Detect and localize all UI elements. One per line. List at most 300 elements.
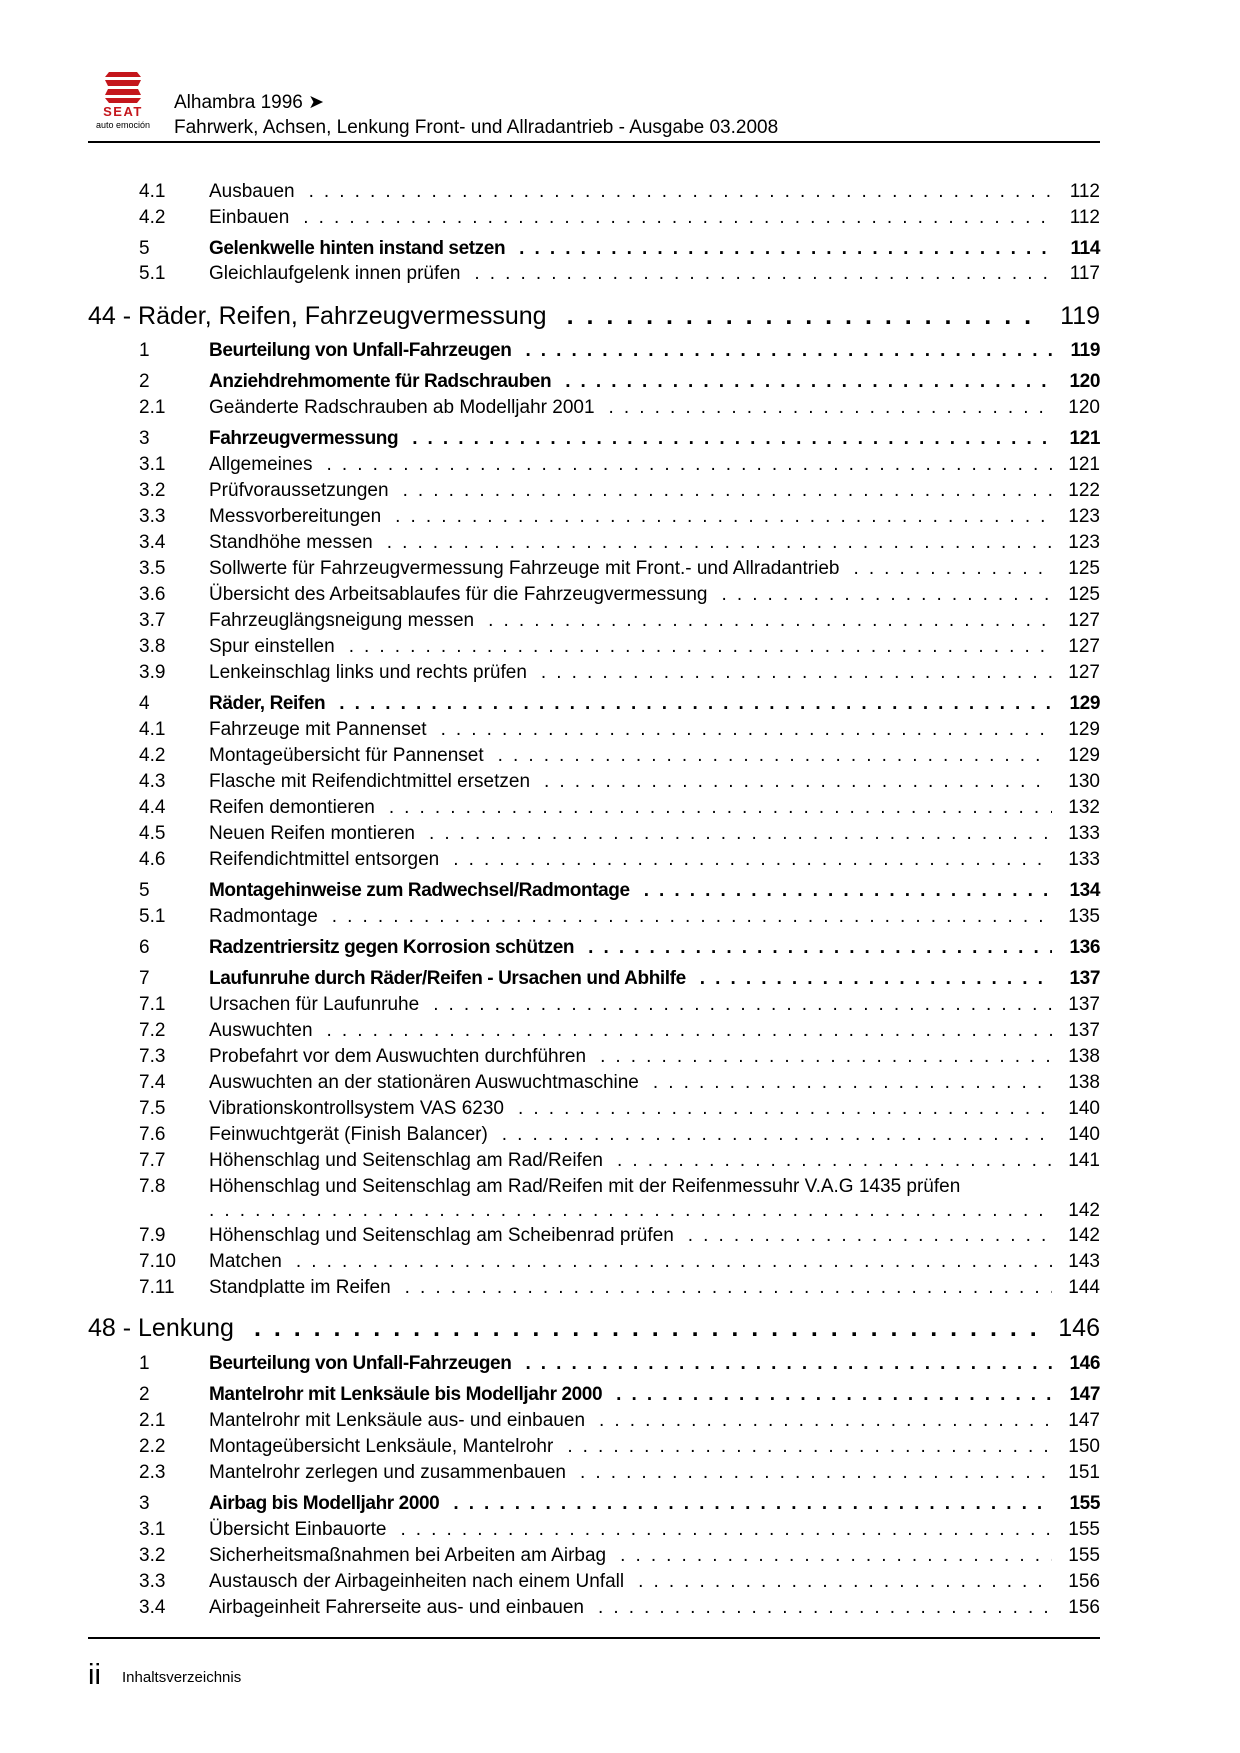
toc-section[interactable]: [88, 879, 1100, 903]
dot-leader: [502, 1123, 1052, 1147]
toc-entry[interactable]: [88, 531, 1100, 555]
toc-entry[interactable]: [88, 206, 1100, 230]
toc-title: Standhöhe messen: [209, 532, 373, 553]
toc-page-number: 137: [1069, 968, 1100, 989]
toc-leader-line: [209, 967, 1100, 991]
toc-entry[interactable]: [88, 796, 1100, 820]
dot-leader: [327, 1019, 1052, 1043]
toc-number: 5: [139, 238, 150, 259]
toc-title: Sollwerte für Fahrzeugvermessung Fahrzeuge mit Front.- und Allradantrieb: [209, 558, 840, 579]
dot-leader: [389, 796, 1052, 820]
toc-leader-line: [209, 1199, 1100, 1223]
dot-leader: [688, 1224, 1052, 1248]
toc-number: 2: [139, 371, 150, 392]
toc-number: 7.11: [139, 1277, 175, 1298]
toc-leader-line: [88, 1312, 1100, 1344]
dot-leader: [327, 453, 1053, 477]
toc-leader-line: [209, 848, 1100, 872]
toc-leader-line: [209, 479, 1100, 503]
dot-leader: [339, 692, 1052, 716]
toc-leader-line: [209, 505, 1100, 529]
toc-title: Beurteilung von Unfall-Fahrzeugen: [209, 340, 512, 361]
toc-page-number: 137: [1068, 1020, 1100, 1041]
toc-page-number: 143: [1068, 1251, 1100, 1272]
toc-number: 4.5: [139, 823, 166, 844]
toc-leader-line: [209, 993, 1100, 1017]
toc-page-number: 138: [1068, 1046, 1100, 1067]
dot-leader: [598, 1596, 1052, 1620]
toc-title: Einbauen: [209, 207, 290, 228]
toc-page-number: 125: [1068, 558, 1100, 579]
toc-number: 3: [139, 1493, 150, 1514]
toc-title: Airbag bis Modelljahr 2000: [209, 1493, 440, 1514]
toc-number: 4.2: [139, 207, 166, 228]
dot-leader: [525, 1352, 1052, 1376]
toc-page-number: 135: [1068, 906, 1100, 927]
toc-number: 3.4: [139, 532, 166, 553]
toc-page-number: 121: [1068, 454, 1100, 475]
toc-number: 7.4: [139, 1072, 166, 1093]
toc-leader-line: [209, 770, 1100, 794]
toc-leader-line: [209, 1461, 1100, 1485]
toc-page-number: 146: [1058, 1314, 1100, 1342]
toc-page-number: 129: [1069, 693, 1100, 714]
toc-page-number: 146: [1069, 1353, 1100, 1374]
toc-number: 4.6: [139, 849, 166, 870]
toc-page-number: 112: [1069, 181, 1100, 202]
toc-page-number: 156: [1068, 1571, 1100, 1592]
toc-leader-line: [209, 1352, 1100, 1376]
toc-title: Vibrationskontrollsystem VAS 6230: [209, 1098, 505, 1119]
dot-leader: [498, 744, 1052, 768]
toc-leader-line: [88, 300, 1100, 332]
toc-page-number: 147: [1069, 1384, 1100, 1405]
toc-leader-line: [209, 583, 1100, 607]
dot-leader: [721, 583, 1052, 607]
toc-title: Airbageinheit Fahrerseite aus- und einbauen: [209, 1597, 584, 1618]
toc-entry[interactable]: [88, 822, 1100, 846]
toc-leader-line: [209, 370, 1100, 394]
toc-leader-line: [209, 1045, 1100, 1069]
toc-title: Reifendichtmittel entsorgen: [209, 849, 440, 870]
toc-title: Geänderte Radschrauben ab Modelljahr 2001: [209, 397, 595, 418]
toc-number: 5: [139, 880, 150, 901]
dot-leader: [403, 479, 1052, 503]
toc-number: 7.8: [139, 1176, 166, 1197]
toc-title: Prüfvoraussetzungen: [209, 480, 389, 501]
toc-title: Allgemeines: [209, 454, 313, 475]
toc-title: Gelenkwelle hinten instand setzen: [209, 238, 506, 259]
toc-entry[interactable]: [88, 905, 1100, 929]
toc-page-number: 122: [1068, 480, 1100, 501]
dot-leader: [405, 1276, 1052, 1300]
toc-page-number: 127: [1068, 610, 1100, 631]
dot-leader: [400, 1518, 1052, 1542]
dot-leader: [853, 557, 1052, 581]
toc-entry[interactable]: [88, 396, 1100, 420]
toc-number: 4.2: [139, 745, 166, 766]
toc-entry[interactable]: [88, 661, 1100, 685]
toc-entry[interactable]: [88, 180, 1100, 204]
toc-number: 2.2: [139, 1436, 166, 1457]
toc-page-number: 142: [1068, 1200, 1100, 1221]
toc-number: 3.1: [139, 1519, 166, 1540]
dot-leader: [600, 1045, 1052, 1069]
toc-number: 1: [139, 340, 150, 361]
toc-number: 3.9: [139, 662, 166, 683]
dot-leader: [429, 822, 1052, 846]
toc-number: 3.7: [139, 610, 166, 631]
toc-leader-line: [209, 180, 1100, 204]
toc-title: Ursachen für Laufunruhe: [209, 994, 420, 1015]
dot-leader: [644, 879, 1052, 903]
dot-leader: [332, 905, 1052, 929]
dot-leader: [638, 1570, 1052, 1594]
toc-title: Fahrzeuge mit Pannenset: [209, 719, 427, 740]
toc-entry[interactable]: [88, 1071, 1100, 1095]
toc-leader-line: [209, 905, 1100, 929]
dot-leader: [453, 1492, 1052, 1516]
toc-page-number: 140: [1068, 1124, 1100, 1145]
toc-page-number: 155: [1068, 1545, 1100, 1566]
toc-page-number: 133: [1068, 849, 1100, 870]
toc-title: Mantelrohr mit Lenksäule aus- und einbauen: [209, 1410, 586, 1431]
toc-entry[interactable]: [88, 1250, 1100, 1274]
toc-entry[interactable]: [88, 770, 1100, 794]
toc-title: Radmontage: [209, 906, 318, 927]
toc-entry[interactable]: [88, 583, 1100, 607]
toc-section[interactable]: [88, 967, 1100, 991]
dot-leader: [653, 1071, 1052, 1095]
toc-title: Montageübersicht Lenksäule, Mantelrohr: [209, 1436, 554, 1457]
toc-page-number: 119: [1060, 302, 1100, 330]
toc-entry[interactable]: [88, 1097, 1100, 1121]
toc-page-number: 142: [1068, 1225, 1100, 1246]
toc-page-number: 112: [1069, 207, 1100, 228]
toc-leader-line: [209, 661, 1100, 685]
toc-number: 7.3: [139, 1046, 166, 1067]
toc-number: 5.1: [139, 263, 166, 284]
toc-section[interactable]: [88, 237, 1100, 261]
toc-leader-line: [209, 1149, 1100, 1173]
logo-tagline: auto emoción: [95, 120, 151, 130]
dot-leader: [474, 262, 1052, 286]
toc-page-number: 130: [1068, 771, 1100, 792]
toc-entry[interactable]: [88, 718, 1100, 742]
toc-title: Radzentriersitz gegen Korrosion schützen: [209, 937, 575, 958]
dot-leader: [544, 770, 1052, 794]
toc-number: 4.3: [139, 771, 166, 792]
toc-number: 3.1: [139, 454, 166, 475]
toc-entry[interactable]: [88, 1276, 1100, 1300]
toc-title: Höhenschlag und Seitenschlag am Rad/Reifen: [209, 1150, 603, 1171]
toc-leader-line: [209, 1409, 1100, 1433]
document-subtitle: Fahrwerk, Achsen, Lenkung Front- und Allradantrieb - Ausgabe 03.2008: [174, 117, 779, 138]
toc-number: 7: [139, 968, 150, 989]
logo-brand-text: SEAT: [103, 104, 143, 119]
toc-leader-line: [209, 1071, 1100, 1095]
toc-title: Reifen demontieren: [209, 797, 375, 818]
dot-leader: [617, 1149, 1052, 1173]
toc-section[interactable]: [88, 936, 1100, 960]
toc-leader-line: [209, 1250, 1100, 1274]
page-header: [88, 70, 1100, 142]
toc-leader-line: [209, 1570, 1100, 1594]
toc-number: 7.10: [139, 1251, 176, 1272]
dot-leader: [588, 936, 1052, 960]
toc-entry[interactable]: [88, 453, 1100, 477]
dot-leader: [567, 300, 1040, 332]
toc-number: 3.3: [139, 1571, 166, 1592]
dot-leader: [518, 1097, 1052, 1121]
toc-leader-line: [209, 427, 1100, 451]
toc-leader-line: [209, 1596, 1100, 1620]
dot-leader: [441, 718, 1052, 742]
toc-leader-line: [209, 206, 1100, 230]
toc-chapter-title: 44 - Räder, Reifen, Fahrzeugvermessung: [88, 302, 547, 330]
toc-number: 3.8: [139, 636, 166, 657]
toc-page-number: 114: [1070, 238, 1100, 259]
toc-number: 3.3: [139, 506, 166, 527]
toc-page-number: 144: [1068, 1277, 1100, 1298]
toc-entry[interactable]: [88, 1149, 1100, 1173]
toc-title: Feinwuchtgerät (Finish Balancer): [209, 1124, 488, 1145]
toc-number: 7.2: [139, 1020, 166, 1041]
dot-leader: [541, 661, 1052, 685]
dot-leader: [609, 396, 1052, 420]
toc-page-number: 133: [1068, 823, 1100, 844]
toc-leader-line: [209, 339, 1100, 363]
toc-page-number: 136: [1069, 937, 1100, 958]
toc-leader-line: [209, 1276, 1100, 1300]
document-model: Alhambra 1996 ➤: [174, 92, 325, 113]
toc-page-number: 155: [1068, 1519, 1100, 1540]
footer-page-number: ii: [88, 1659, 101, 1691]
toc-section[interactable]: [88, 339, 1100, 363]
toc-leader-line: [209, 1518, 1100, 1542]
toc-number: 4.4: [139, 797, 166, 818]
toc-page-number: 155: [1069, 1493, 1100, 1514]
toc-entry[interactable]: [88, 848, 1100, 872]
toc-number: 2.1: [139, 1410, 166, 1431]
seat-logo: [88, 70, 158, 132]
toc-title: Montagehinweise zum Radwechsel/Radmontage: [209, 880, 630, 901]
dot-leader: [209, 1199, 1052, 1223]
toc-title: Gleichlaufgelenk innen prüfen: [209, 263, 461, 284]
dot-leader: [349, 635, 1052, 659]
toc-entry[interactable]: [88, 1461, 1100, 1485]
toc-page-number: 147: [1068, 1410, 1100, 1431]
toc-page-number: 119: [1070, 340, 1100, 361]
toc-number: 6: [139, 937, 150, 958]
toc-title: Sicherheitsmaßnahmen bei Arbeiten am Airbag: [209, 1545, 607, 1566]
toc-entry[interactable]: [88, 993, 1100, 1017]
toc-section[interactable]: [88, 370, 1100, 394]
toc-page-number: 127: [1068, 636, 1100, 657]
toc-leader-line: [209, 1224, 1100, 1248]
toc-title: Auswuchten: [209, 1020, 313, 1041]
toc-entry[interactable]: [88, 1019, 1100, 1043]
toc-number: 1: [139, 1353, 150, 1374]
toc-page-number: 129: [1068, 719, 1100, 740]
toc-leader-line: [209, 692, 1100, 716]
toc-title: Ausbauen: [209, 181, 295, 202]
toc-section[interactable]: [88, 692, 1100, 716]
toc-number: 3.5: [139, 558, 166, 579]
toc-page-number: 137: [1068, 994, 1100, 1015]
toc-leader-line: [209, 237, 1100, 261]
toc-title: Höhenschlag und Seitenschlag am Scheibenrad prüfen: [209, 1225, 674, 1246]
toc-title: Anziehdrehmomente für Radschrauben: [209, 371, 552, 392]
toc-number: 7.1: [139, 994, 166, 1015]
dot-leader: [254, 1312, 1040, 1344]
toc-leader-line: [209, 262, 1100, 286]
toc-page-number: 132: [1068, 797, 1100, 818]
toc-page-number: 141: [1068, 1150, 1100, 1171]
toc-page-number: 129: [1068, 745, 1100, 766]
dot-leader: [309, 180, 1052, 204]
dot-leader: [580, 1461, 1052, 1485]
toc-title: Neuen Reifen montieren: [209, 823, 415, 844]
toc-leader-line: [209, 1435, 1100, 1459]
toc-title: Montageübersicht für Pannenset: [209, 745, 484, 766]
dot-leader: [488, 609, 1052, 633]
toc-leader-line: [209, 1383, 1100, 1407]
toc-title: Fahrzeugvermessung: [209, 428, 399, 449]
toc-entry[interactable]: [88, 479, 1100, 503]
toc-number: 2.3: [139, 1462, 166, 1483]
toc-entry[interactable]: [88, 1596, 1100, 1620]
toc-leader-line: [209, 1492, 1100, 1516]
toc-page-number: 151: [1068, 1462, 1100, 1483]
toc-title: Spur einstellen: [209, 636, 335, 657]
toc-number: 2: [139, 1384, 150, 1405]
toc-page-number: 123: [1068, 532, 1100, 553]
toc-section[interactable]: [88, 427, 1100, 451]
dot-leader: [412, 427, 1052, 451]
toc-leader-line: [209, 531, 1100, 555]
dot-leader: [296, 1250, 1052, 1274]
toc-number: 7.9: [139, 1225, 166, 1246]
toc-title: Austausch der Airbageinheiten nach einem Unfall: [209, 1571, 625, 1592]
dot-leader: [453, 848, 1052, 872]
toc-title: Flasche mit Reifendichtmittel ersetzen: [209, 771, 531, 792]
toc-number: 4.1: [139, 719, 166, 740]
toc-number: 7.7: [139, 1150, 166, 1171]
toc-leader-line: [209, 396, 1100, 420]
toc-title: Übersicht Einbauorte: [209, 1519, 387, 1540]
toc-leader-line: [209, 822, 1100, 846]
seat-logo-icon: [88, 70, 158, 106]
toc-entry[interactable]: [88, 1123, 1100, 1147]
toc-entry[interactable]: [88, 505, 1100, 529]
dot-leader: [616, 1383, 1052, 1407]
toc-leader-line: [209, 557, 1100, 581]
footer-divider: [88, 1637, 1100, 1639]
toc-page-number: 150: [1068, 1436, 1100, 1457]
toc-entry[interactable]: [88, 1175, 1100, 1223]
dot-leader: [303, 206, 1052, 230]
toc-page-number: 120: [1068, 397, 1100, 418]
toc-entry[interactable]: [88, 1224, 1100, 1248]
toc-chapter[interactable]: [88, 1312, 1100, 1344]
toc-page-number: 127: [1068, 662, 1100, 683]
toc-entry[interactable]: [88, 1409, 1100, 1433]
toc-page-number: 123: [1068, 506, 1100, 527]
toc-title: Messvorbereitungen: [209, 506, 382, 527]
toc-number: 2.1: [139, 397, 166, 418]
toc-entry[interactable]: [88, 1045, 1100, 1069]
toc-leader-line: [209, 453, 1100, 477]
dot-leader: [525, 339, 1052, 363]
toc-chapter-title: 48 - Lenkung: [88, 1314, 234, 1342]
toc-title: Fahrzeuglängsneigung messen: [209, 610, 475, 631]
toc-title: Auswuchten an der stationären Auswuchtmaschine: [209, 1072, 639, 1093]
toc-number: 7.6: [139, 1124, 166, 1145]
toc-leader-line: [209, 609, 1100, 633]
toc-page-number: 138: [1068, 1072, 1100, 1093]
toc-title: Mantelrohr zerlegen und zusammenbauen: [209, 1462, 566, 1483]
toc-entry[interactable]: [88, 1570, 1100, 1594]
dot-leader: [387, 531, 1052, 555]
toc-title: Räder, Reifen: [209, 693, 326, 714]
toc-entry[interactable]: [88, 1435, 1100, 1459]
toc-entry[interactable]: [88, 1544, 1100, 1568]
toc-entry[interactable]: [88, 1518, 1100, 1542]
toc-section[interactable]: [88, 1492, 1100, 1516]
toc-entry[interactable]: [88, 262, 1100, 286]
toc-entry[interactable]: [88, 557, 1100, 581]
toc-title: Probefahrt vor dem Auswuchten durchführen: [209, 1046, 587, 1067]
dot-leader: [565, 370, 1052, 394]
toc-number: 5.1: [139, 906, 166, 927]
toc-page-number: 121: [1069, 428, 1100, 449]
toc-page-number: 120: [1069, 371, 1100, 392]
toc-entry[interactable]: [88, 635, 1100, 659]
toc-leader-line: [209, 936, 1100, 960]
toc-title: Übersicht des Arbeitsablaufes für die Fahrzeugvermessung: [209, 584, 708, 605]
toc-number: 4: [139, 693, 150, 714]
toc-leader-line: [209, 1544, 1100, 1568]
toc-title: Standplatte im Reifen: [209, 1277, 391, 1298]
toc-page-number: 156: [1068, 1597, 1100, 1618]
dot-leader: [395, 505, 1052, 529]
toc-page-number: 134: [1069, 880, 1100, 901]
dot-leader: [599, 1409, 1052, 1433]
toc-title: Matchen: [209, 1251, 282, 1272]
toc-number: 4.1: [139, 181, 166, 202]
toc-entry[interactable]: [88, 609, 1100, 633]
toc-section[interactable]: [88, 1352, 1100, 1376]
toc-section[interactable]: [88, 1383, 1100, 1407]
footer-label: Inhaltsverzeichnis: [122, 1669, 242, 1686]
toc-number: 3.2: [139, 480, 166, 501]
toc-number: 3.4: [139, 1597, 166, 1618]
toc-title: Laufunruhe durch Räder/Reifen - Ursachen und Abhilfe: [209, 968, 686, 989]
toc-title: Mantelrohr mit Lenksäule bis Modelljahr 2000: [209, 1384, 603, 1405]
toc-leader-line: [209, 1097, 1100, 1121]
toc-leader-line: [209, 796, 1100, 820]
toc-title: Höhenschlag und Seitenschlag am Rad/Reifen mit der Reifenmessuhr V.A.G 1435 prüfen: [209, 1176, 961, 1197]
toc-leader-line: [209, 1123, 1100, 1147]
toc-leader-line: [209, 1019, 1100, 1043]
toc-chapter[interactable]: [88, 300, 1100, 332]
toc-leader-line: [209, 635, 1100, 659]
dot-leader: [700, 967, 1052, 991]
toc-entry[interactable]: [88, 744, 1100, 768]
dot-leader: [620, 1544, 1052, 1568]
toc-leader-line: [209, 744, 1100, 768]
